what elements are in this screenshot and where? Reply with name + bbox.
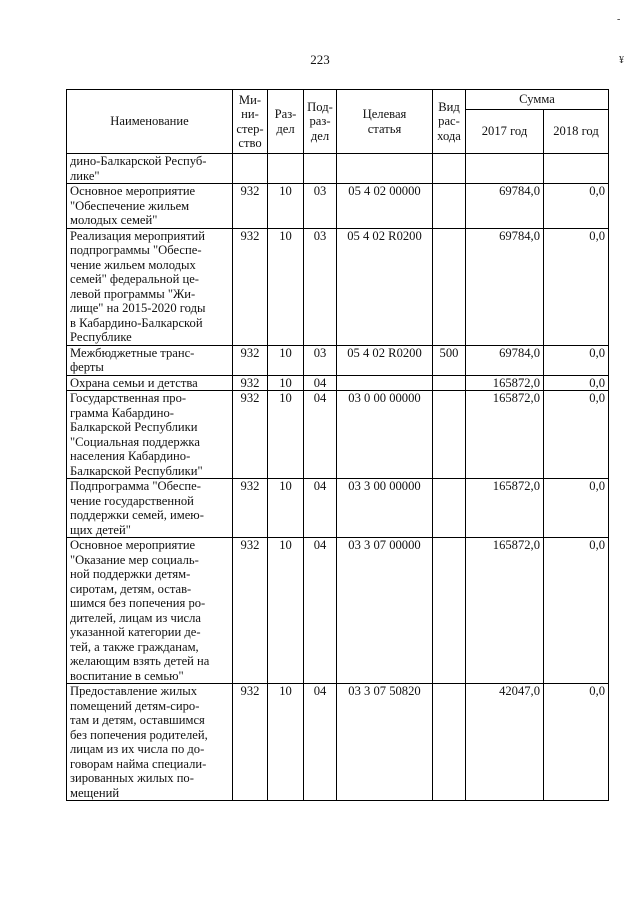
row-2018 [544, 154, 609, 184]
row-subsection: 04 [304, 391, 337, 479]
row-subsection: 04 [304, 684, 337, 801]
row-ministry [233, 154, 268, 184]
table-row [67, 538, 609, 684]
row-2017: 69784,0 [466, 345, 544, 375]
table-row [67, 479, 609, 538]
row-subsection: 03 [304, 184, 337, 229]
row-expense [433, 538, 466, 684]
row-target: 03 3 07 00000 [337, 538, 433, 684]
row-ministry: 932 [233, 228, 268, 345]
row-2017: 69784,0 [466, 228, 544, 345]
budget-table [66, 89, 609, 801]
row-2017: 165872,0 [466, 391, 544, 479]
row-section: 10 [268, 538, 304, 684]
row-name: Охрана семьи и детства [67, 375, 233, 391]
row-2017: 42047,0 [466, 684, 544, 801]
header-target-article: Целевая статья [337, 90, 433, 154]
row-section: 10 [268, 684, 304, 801]
row-section: 10 [268, 184, 304, 229]
table-row [67, 228, 609, 345]
row-section: 10 [268, 345, 304, 375]
row-subsection: 04 [304, 375, 337, 391]
row-name: Межбюджетные транс- ферты [67, 345, 233, 375]
row-section: 10 [268, 479, 304, 538]
page-number: 223 [310, 52, 330, 67]
row-name: дино-Балкарской Респуб- лике" [67, 154, 233, 184]
row-subsection: 04 [304, 538, 337, 684]
row-expense [433, 479, 466, 538]
row-name: Предоставление жилых помещений детям-сиро- там и детям, оставшимся без попечения родителей, лицам из их числа по до- говорам найма специали- зированных жилых по- мещений [67, 684, 233, 801]
row-target: 03 3 07 50820 [337, 684, 433, 801]
row-2018: 0,0 [544, 345, 609, 375]
row-target: 05 4 02 00000 [337, 184, 433, 229]
row-ministry: 932 [233, 479, 268, 538]
row-expense: 500 [433, 345, 466, 375]
row-name: Основное мероприятие "Обеспечение жильем молодых семей" [67, 184, 233, 229]
row-2018: 0,0 [544, 684, 609, 801]
row-2017: 165872,0 [466, 375, 544, 391]
row-subsection: 04 [304, 479, 337, 538]
row-expense [433, 684, 466, 801]
corner-mark: - [617, 14, 621, 25]
header-expense-type: Вид рас- хода [433, 90, 466, 154]
row-2017 [466, 154, 544, 184]
row-2017: 165872,0 [466, 538, 544, 684]
row-name: Государственная про- грамма Кабардино- Балкарской Республики "Социальная поддержка населения Кабардино- Балкарской Республики" [67, 391, 233, 479]
row-2018: 0,0 [544, 391, 609, 479]
row-name: Подпрограмма "Обеспе- чение государственной поддержки семей, имею- щих детей" [67, 479, 233, 538]
header-year-2018: 2018 год [544, 110, 609, 154]
row-name: Основное мероприятие "Оказание мер социаль- ной поддержки детям- сиротам, детям, остав- шимся без попечения ро- дителей, лицам из числа указанной категории де- тей, а также гражданам, желающим взять детей на воспитание в семью" [67, 538, 233, 684]
row-section: 10 [268, 228, 304, 345]
row-expense [433, 154, 466, 184]
header-ministry: Ми- ни- стер- ство [233, 90, 268, 154]
row-name: Реализация мероприятий подпрограммы "Обеспе- чение жильем молодых семей" федеральной це- левой программы "Жи- лище" на 2015-2020 годы в Кабардино-Балкарской Республике [67, 228, 233, 345]
row-ministry: 932 [233, 391, 268, 479]
row-ministry: 932 [233, 184, 268, 229]
header-section: Раз- дел [268, 90, 304, 154]
header-year-2017: 2017 год [466, 110, 544, 154]
row-2017: 165872,0 [466, 479, 544, 538]
row-expense [433, 391, 466, 479]
table-row [67, 375, 609, 391]
row-ministry: 932 [233, 375, 268, 391]
row-2018: 0,0 [544, 228, 609, 345]
row-subsection: 03 [304, 228, 337, 345]
row-expense [433, 184, 466, 229]
corner-mark: ¥ [619, 55, 624, 66]
table-row [67, 345, 609, 375]
row-section: 10 [268, 391, 304, 479]
row-target: 05 4 02 R0200 [337, 228, 433, 345]
table-row [67, 391, 609, 479]
row-target [337, 154, 433, 184]
row-expense [433, 375, 466, 391]
row-2018: 0,0 [544, 184, 609, 229]
row-2017: 69784,0 [466, 184, 544, 229]
header-subsection: Под- раз- дел [304, 90, 337, 154]
table-row [67, 684, 609, 801]
row-ministry: 932 [233, 538, 268, 684]
row-target: 03 3 00 00000 [337, 479, 433, 538]
row-2018: 0,0 [544, 538, 609, 684]
table-row [67, 184, 609, 229]
row-target [337, 375, 433, 391]
row-subsection: 03 [304, 345, 337, 375]
row-ministry: 932 [233, 684, 268, 801]
row-ministry: 932 [233, 345, 268, 375]
row-section [268, 154, 304, 184]
row-subsection [304, 154, 337, 184]
row-expense [433, 228, 466, 345]
header-name: Наименование [67, 90, 233, 154]
row-target: 03 0 00 00000 [337, 391, 433, 479]
header-sum: Сумма [466, 90, 609, 110]
table-row [67, 154, 609, 184]
row-2018: 0,0 [544, 479, 609, 538]
row-target: 05 4 02 R0200 [337, 345, 433, 375]
row-2018: 0,0 [544, 375, 609, 391]
row-section: 10 [268, 375, 304, 391]
